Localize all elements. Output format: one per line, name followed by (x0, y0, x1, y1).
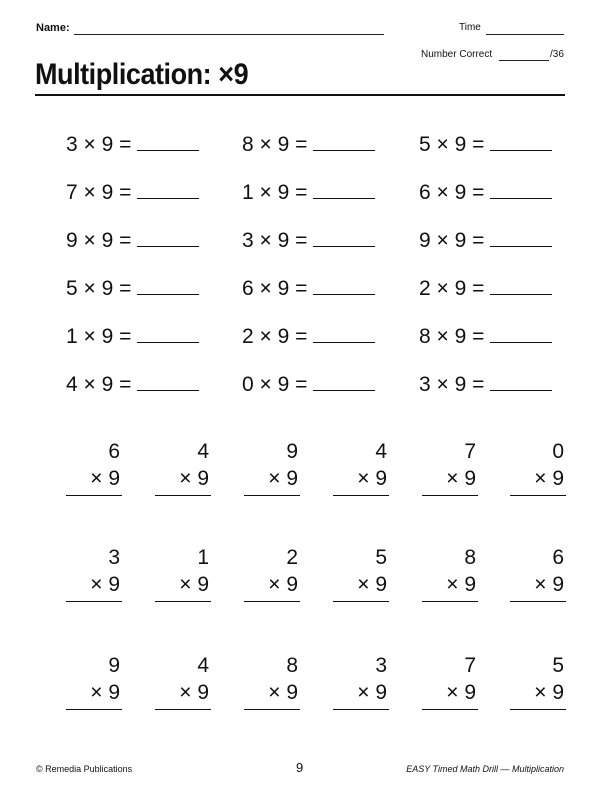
number-correct-field[interactable] (499, 60, 549, 61)
multiplicand: 8 (464, 546, 476, 569)
equation-problem (419, 373, 552, 399)
multiplicand: 3 (108, 546, 120, 569)
number-correct-total: /36 (550, 49, 564, 60)
vertical-problem (422, 544, 478, 602)
multiplier: × 9 (268, 573, 298, 596)
multiplicand: 2 (286, 546, 298, 569)
page-title: Multiplication: ×9 (35, 58, 249, 91)
vertical-problem (510, 652, 566, 710)
vertical-problem (333, 438, 389, 496)
answer-line[interactable] (333, 709, 389, 710)
answer-blank[interactable] (313, 373, 375, 391)
multiplicand: 3 (375, 654, 387, 677)
answer-blank[interactable] (490, 325, 552, 343)
answer-line[interactable] (66, 709, 122, 710)
multiplicand: 9 (286, 440, 298, 463)
answer-blank[interactable] (137, 373, 199, 391)
vertical-problem (422, 438, 478, 496)
vertical-problem (244, 652, 300, 710)
vertical-problem (155, 544, 211, 602)
equation-expression: 7 × 9 = (66, 181, 132, 204)
equation-problem (242, 133, 375, 159)
multiplier: × 9 (357, 467, 387, 490)
equation-expression: 5 × 9 = (419, 133, 485, 156)
vertical-problem (66, 544, 122, 602)
answer-line[interactable] (244, 709, 300, 710)
answer-blank[interactable] (313, 325, 375, 343)
equation-problem (66, 133, 199, 159)
answer-blank[interactable] (137, 325, 199, 343)
answer-line[interactable] (244, 495, 300, 496)
equation-problem (419, 229, 552, 255)
name-label: Name: (36, 22, 70, 34)
multiplier: × 9 (357, 573, 387, 596)
vertical-problem (333, 544, 389, 602)
multiplier: × 9 (179, 573, 209, 596)
equation-problem (419, 325, 552, 351)
equation-problem (419, 277, 552, 303)
multiplier: × 9 (179, 467, 209, 490)
vertical-problem (510, 544, 566, 602)
answer-line[interactable] (244, 601, 300, 602)
multiplicand: 5 (552, 654, 564, 677)
multiplicand: 8 (286, 654, 298, 677)
multiplier: × 9 (446, 573, 476, 596)
answer-line[interactable] (333, 601, 389, 602)
equation-problem (66, 229, 199, 255)
answer-line[interactable] (510, 709, 566, 710)
equation-problem (419, 181, 552, 207)
answer-line[interactable] (66, 495, 122, 496)
multiplier: × 9 (534, 467, 564, 490)
multiplicand: 4 (197, 440, 209, 463)
answer-line[interactable] (422, 495, 478, 496)
answer-line[interactable] (155, 709, 211, 710)
answer-blank[interactable] (490, 229, 552, 247)
equation-expression: 3 × 9 = (419, 373, 485, 396)
vertical-problem (422, 652, 478, 710)
equation-expression: 6 × 9 = (242, 277, 308, 300)
multiplicand: 1 (197, 546, 209, 569)
equation-expression: 5 × 9 = (66, 277, 132, 300)
multiplicand: 9 (108, 654, 120, 677)
vertical-problem (66, 438, 122, 496)
answer-blank[interactable] (313, 277, 375, 295)
equation-problem (242, 277, 375, 303)
equation-problem (66, 277, 199, 303)
answer-blank[interactable] (490, 277, 552, 295)
equation-problem (242, 325, 375, 351)
answer-blank[interactable] (313, 181, 375, 199)
book-title: EASY Timed Math Drill — Multiplication (406, 764, 564, 774)
multiplier: × 9 (268, 681, 298, 704)
answer-blank[interactable] (137, 181, 199, 199)
equation-expression: 2 × 9 = (419, 277, 485, 300)
multiplier: × 9 (90, 467, 120, 490)
multiplier: × 9 (534, 573, 564, 596)
equation-expression: 2 × 9 = (242, 325, 308, 348)
answer-blank[interactable] (137, 277, 199, 295)
equation-problem (242, 373, 375, 399)
answer-line[interactable] (422, 601, 478, 602)
equation-expression: 9 × 9 = (419, 229, 485, 252)
multiplicand: 7 (464, 654, 476, 677)
multiplicand: 7 (464, 440, 476, 463)
multiplier: × 9 (534, 681, 564, 704)
page-number: 9 (296, 760, 304, 775)
equation-problem (242, 181, 375, 207)
answer-line[interactable] (155, 601, 211, 602)
answer-blank[interactable] (137, 229, 199, 247)
vertical-problem (333, 652, 389, 710)
answer-blank[interactable] (490, 181, 552, 199)
vertical-problem (244, 438, 300, 496)
multiplier: × 9 (268, 467, 298, 490)
equation-problem (66, 325, 199, 351)
equation-expression: 4 × 9 = (66, 373, 132, 396)
multiplicand: 4 (375, 440, 387, 463)
number-correct-label: Number Correct (421, 49, 493, 60)
publisher-credit: © Remedia Publications (36, 764, 133, 774)
vertical-problem (510, 438, 566, 496)
answer-line[interactable] (510, 601, 566, 602)
answer-blank[interactable] (490, 373, 552, 391)
equation-expression: 1 × 9 = (66, 325, 132, 348)
multiplicand: 6 (108, 440, 120, 463)
equation-expression: 3 × 9 = (66, 133, 132, 156)
time-field[interactable] (486, 34, 564, 35)
answer-blank[interactable] (490, 133, 552, 151)
vertical-problem (155, 438, 211, 496)
answer-blank[interactable] (313, 229, 375, 247)
multiplier: × 9 (446, 467, 476, 490)
multiplier: × 9 (446, 681, 476, 704)
answer-line[interactable] (333, 495, 389, 496)
answer-line[interactable] (510, 495, 566, 496)
vertical-problem (66, 652, 122, 710)
equation-expression: 3 × 9 = (242, 229, 308, 252)
equation-problem (66, 373, 199, 399)
equation-expression: 1 × 9 = (242, 181, 308, 204)
answer-line[interactable] (422, 709, 478, 710)
multiplicand: 6 (552, 546, 564, 569)
multiplier: × 9 (357, 681, 387, 704)
time-label: Time (459, 22, 481, 33)
equation-expression: 6 × 9 = (419, 181, 485, 204)
equation-problem (419, 133, 552, 159)
equation-expression: 8 × 9 = (419, 325, 485, 348)
answer-blank[interactable] (137, 133, 199, 151)
equation-problem (66, 181, 199, 207)
multiplicand: 4 (197, 654, 209, 677)
equation-expression: 8 × 9 = (242, 133, 308, 156)
equation-expression: 9 × 9 = (66, 229, 132, 252)
multiplier: × 9 (90, 681, 120, 704)
equation-expression: 0 × 9 = (242, 373, 308, 396)
multiplier: × 9 (179, 681, 209, 704)
vertical-problem (155, 652, 211, 710)
answer-line[interactable] (155, 495, 211, 496)
title-divider (35, 94, 565, 96)
multiplicand: 0 (552, 440, 564, 463)
multiplier: × 9 (90, 573, 120, 596)
name-field[interactable] (74, 34, 384, 35)
equation-problem (242, 229, 375, 255)
multiplicand: 5 (375, 546, 387, 569)
answer-blank[interactable] (313, 133, 375, 151)
vertical-problem (244, 544, 300, 602)
answer-line[interactable] (66, 601, 122, 602)
